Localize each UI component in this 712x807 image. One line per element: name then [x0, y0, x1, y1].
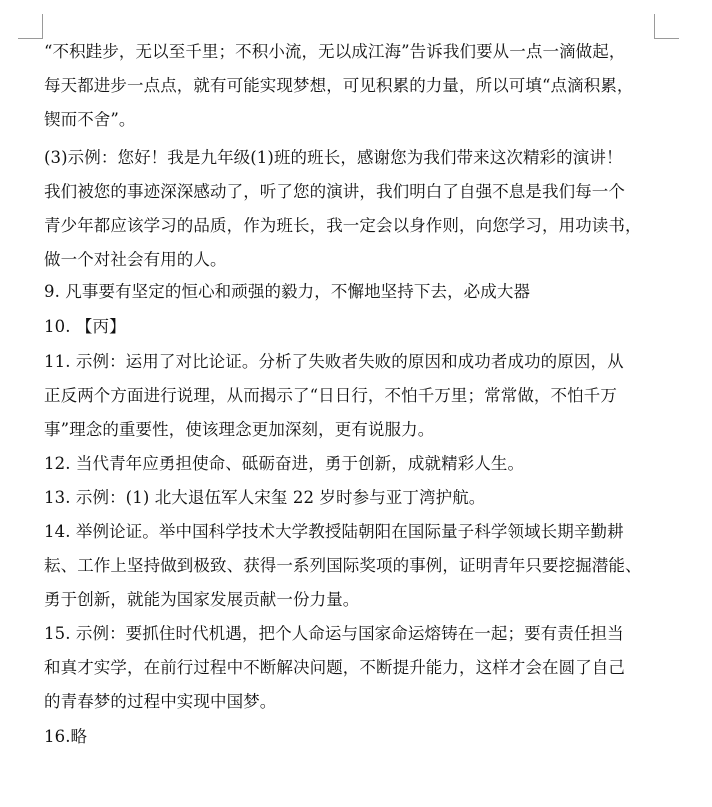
text-line: 的青春梦的过程中实现中国梦。 — [44, 692, 277, 711]
text-line: 做一个对社会有用的人。 — [44, 250, 227, 269]
text-line: 15. 示例：要抓住时代机遇，把个人命运与国家命运熔铸在一起；要有责任担当 — [44, 624, 624, 643]
text-line: 9. 凡事要有坚定的恒心和顽强的毅力，不懈地坚持下去，必成大器 — [44, 282, 531, 301]
text-line: 14. 举例论证。举中国科学技术大学教授陆朝阳在国际量子科学领域长期辛勤耕 — [44, 522, 624, 541]
top-right-margin-mark — [654, 14, 679, 39]
text-line: 和真才实学，在前行过程中不断解决问题，不断提升能力，这样才会在圆了自己 — [44, 658, 625, 677]
text-line: 勇于创新，就能为国家发展贡献一份力量。 — [44, 590, 360, 609]
text-line: 10. 【丙】 — [44, 317, 126, 336]
text-line: 锲而不舍”。 — [44, 110, 136, 129]
text-line: 11. 示例：运用了对比论证。分析了失败者失败的原因和成功者成功的原因，从 — [44, 352, 624, 371]
text-line: 青少年都应该学习的品质，作为班长，我一定会以身作则，向您学习，用功读书， — [44, 216, 642, 235]
text-line: 耘、工作上坚持做到极致、获得一系列国际奖项的事例，证明青年只要挖掘潜能、 — [44, 556, 642, 575]
text-line: 我们被您的事迹深深感动了，听了您的演讲，我们明白了自强不息是我们每一个 — [44, 182, 625, 201]
text-line: 13. 示例：(1) 北大退伍军人宋玺 22 岁时参与亚丁湾护航。 — [44, 488, 486, 507]
top-left-margin-mark — [18, 14, 43, 39]
text-line: 12. 当代青年应勇担使命、砥砺奋进，勇于创新，成就精彩人生。 — [44, 454, 525, 473]
text-line: 正反两个方面进行说理，从而揭示了“日日行，不怕千万里；常常做，不怕千万 — [44, 386, 617, 405]
text-line: 事”理念的重要性，使该理念更加深刻，更有说服力。 — [44, 420, 435, 439]
text-line: 每天都进步一点点，就有可能实现梦想，可见积累的力量，所以可填“点滴积累， — [44, 76, 634, 95]
text-line: (3)示例：您好！我是九年级(1)班的班长，感谢您为我们带来这次精彩的演讲！ — [44, 148, 623, 167]
text-line: 16.略 — [44, 727, 88, 746]
text-line: “不积跬步，无以至千里；不积小流，无以成江海”告诉我们要从一点一滴做起， — [44, 42, 626, 61]
